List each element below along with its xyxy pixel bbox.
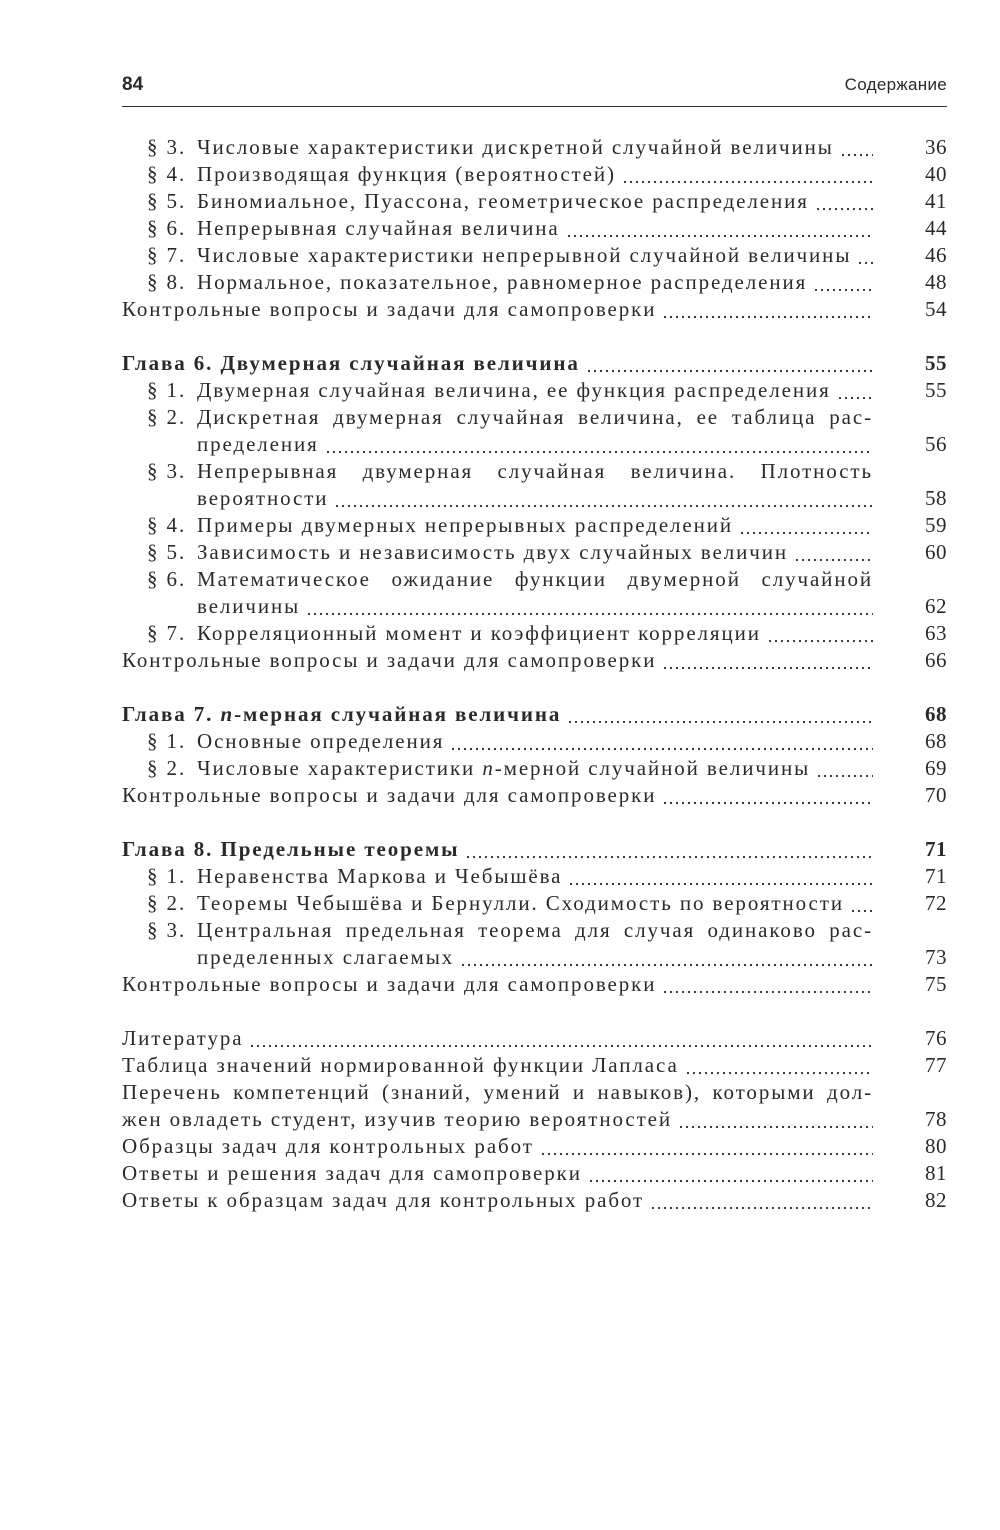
entry-title: [197, 917, 873, 944]
section-number: § 5.: [147, 189, 187, 213]
dot-leader: [794, 539, 873, 566]
entry-title: [197, 593, 873, 620]
title-text: Непрерывная случайная величина: [197, 216, 560, 240]
dot-leader: [450, 728, 873, 755]
dot-leader: [650, 1187, 873, 1214]
toc-line: [122, 1025, 947, 1052]
toc-line: [122, 350, 947, 377]
title-text: Таблица значений нормированной функции Лапласа: [122, 1053, 679, 1077]
page-ref: 68: [925, 729, 947, 753]
dot-leader: [568, 863, 873, 890]
toc-line: [122, 944, 947, 971]
page-ref: 78: [925, 1107, 947, 1131]
page-ref: 73: [925, 945, 947, 969]
entry-title: [197, 134, 873, 161]
section-number: § 7.: [147, 243, 187, 267]
toc-line: [122, 161, 947, 188]
section-number: § 3.: [147, 918, 187, 942]
toc-entry-section[interactable]: [122, 566, 947, 620]
page-ref: 71: [925, 864, 947, 888]
title-text: Контрольные вопросы и задачи для самопроверки: [122, 972, 657, 996]
toc-entry-section[interactable]: [122, 161, 947, 188]
toc-entry-plain[interactable]: [122, 647, 947, 674]
toc-entry-plain[interactable]: [122, 782, 947, 809]
section-number: § 1.: [147, 864, 187, 888]
page-ref: 60: [925, 540, 947, 564]
entry-title: [122, 350, 873, 377]
toc-line: [122, 863, 947, 890]
toc-line: [122, 566, 947, 593]
toc-entry-plain[interactable]: [122, 1187, 947, 1214]
section-number: § 5.: [147, 540, 187, 564]
title-text: Дискретная двумерная случайная величина, ее таблица рас-: [197, 405, 873, 429]
toc-line: [122, 512, 947, 539]
dot-leader: [334, 485, 873, 512]
toc-line: [122, 917, 947, 944]
title-text: пределения: [197, 432, 319, 456]
entry-title: [197, 269, 873, 296]
page-ref: 55: [925, 351, 947, 375]
toc-line: [122, 269, 947, 296]
toc-entry-section[interactable]: [122, 188, 947, 215]
toc-line: [122, 701, 947, 728]
toc-line: [122, 431, 947, 458]
entry-title: [122, 1052, 873, 1079]
title-text: Контрольные вопросы и задачи для самопроверки: [122, 297, 657, 321]
section-number: § 3.: [147, 135, 187, 159]
title-text: Биномиальное, Пуассона, геометрическое распределения: [197, 189, 809, 213]
toc-entry-plain[interactable]: [122, 1052, 947, 1079]
title-text: Числовые характеристики непрерывной случайной величины: [197, 243, 852, 267]
title-text: Основные определения: [197, 729, 445, 753]
section-number: § 4.: [147, 162, 187, 186]
dot-leader: [540, 1133, 873, 1160]
title-text: жен овладеть студент, изучив теорию вероятностей: [122, 1107, 673, 1131]
toc-entry-section[interactable]: [122, 134, 947, 161]
dot-leader: [685, 1052, 873, 1079]
entry-title: [122, 782, 873, 809]
section-number: § 1.: [147, 378, 187, 402]
page-ref: 69: [925, 756, 947, 780]
dot-leader: [813, 269, 873, 296]
entry-title: [122, 836, 873, 863]
page-ref: 55: [925, 378, 947, 402]
section-number: § 3.: [147, 459, 187, 483]
toc-entry-section[interactable]: [122, 863, 947, 890]
title-text: Образцы задач для контрольных работ: [122, 1134, 534, 1158]
entry-title: [197, 404, 873, 431]
title-text: Зависимость и независимость двух случайных величин: [197, 540, 788, 564]
entry-title: [122, 1025, 873, 1052]
toc-entry-section[interactable]: [122, 458, 947, 512]
title-text: Двумерная случайная величина, ее функция распределения: [197, 378, 831, 402]
toc-line: [122, 539, 947, 566]
toc-line: [122, 404, 947, 431]
dot-leader: [249, 1025, 873, 1052]
dot-leader: [816, 755, 873, 782]
entry-title: [197, 377, 873, 404]
toc-entry-section[interactable]: [122, 917, 947, 971]
entry-title: [197, 863, 873, 890]
page-ref: 76: [925, 1026, 947, 1050]
page-ref: 62: [925, 594, 947, 618]
toc-entry-section[interactable]: [122, 620, 947, 647]
title-text: Производящая функция (вероятностей): [197, 162, 616, 186]
entry-title: [122, 1133, 873, 1160]
page-ref: 36: [925, 135, 947, 159]
entry-title: [197, 890, 873, 917]
toc-line: [122, 215, 947, 242]
page-ref: 70: [925, 783, 947, 807]
title-text: Примеры двумерных непрерывных распределений: [197, 513, 734, 537]
dot-leader: [567, 701, 873, 728]
toc-line: [122, 188, 947, 215]
title-text: Контрольные вопросы и задачи для самопроверки: [122, 648, 657, 672]
dot-leader: [739, 512, 873, 539]
toc-line: [122, 458, 947, 485]
toc-entry-plain[interactable]: [122, 296, 947, 323]
dot-leader: [662, 971, 873, 998]
page-ref: 48: [925, 270, 947, 294]
dot-leader: [588, 1160, 873, 1187]
toc-entry-plain[interactable]: [122, 971, 947, 998]
title-text: Числовые характеристики n-мерной случайной величины: [197, 756, 811, 780]
title-text: Корреляционный момент и коэффициент корреляции: [197, 621, 761, 645]
section-number: § 2.: [147, 756, 187, 780]
group-spacer: [122, 809, 947, 836]
entry-title: [197, 431, 873, 458]
entry-title: [197, 620, 873, 647]
entry-title: [122, 1160, 873, 1187]
running-title: Содержание: [844, 75, 947, 94]
dot-leader: [850, 890, 873, 917]
entry-title: [197, 458, 873, 485]
toc-line: [122, 134, 947, 161]
entry-title: [197, 512, 873, 539]
page-ref: 71: [925, 837, 947, 861]
title-text: Глава 6. Двумерная случайная величина: [122, 351, 580, 375]
toc-line: [122, 1052, 947, 1079]
entry-title: [197, 566, 873, 593]
dot-leader: [465, 836, 873, 863]
toc-entry-plain[interactable]: [122, 1079, 947, 1133]
section-number: § 6.: [147, 567, 187, 591]
dot-leader: [678, 1106, 873, 1133]
dot-leader: [662, 296, 873, 323]
dot-leader: [837, 377, 873, 404]
toc-entry-section[interactable]: [122, 377, 947, 404]
entry-title: [197, 485, 873, 512]
toc-entry-section[interactable]: [122, 215, 947, 242]
entry-title: [197, 242, 873, 269]
toc-line: [122, 485, 947, 512]
entry-title: [122, 1079, 873, 1106]
dot-leader: [306, 593, 873, 620]
entry-title: [122, 701, 873, 728]
title-text: Глава 7. n-мерная случайная величина: [122, 702, 562, 726]
entry-title: [122, 1187, 873, 1214]
toc-entry-chapter[interactable]: [122, 701, 947, 728]
page-ref: 66: [925, 648, 947, 672]
toc-line: [122, 1079, 947, 1106]
dot-leader: [767, 620, 873, 647]
toc-line: [122, 1133, 947, 1160]
toc-line: [122, 296, 947, 323]
dot-leader: [566, 215, 873, 242]
entry-title: [122, 647, 873, 674]
dot-leader: [840, 134, 873, 161]
entry-title: [197, 215, 873, 242]
toc-line: [122, 1187, 947, 1214]
toc-entry-section[interactable]: [122, 539, 947, 566]
toc-entry-plain[interactable]: [122, 1160, 947, 1187]
section-number: § 1.: [147, 729, 187, 753]
page-ref: 59: [925, 513, 947, 537]
entry-title: [197, 188, 873, 215]
title-text: Нормальное, показательное, равномерное распределения: [197, 270, 808, 294]
section-number: § 4.: [147, 513, 187, 537]
toc-line: [122, 836, 947, 863]
toc-entry-section[interactable]: [122, 728, 947, 755]
page-ref: 58: [925, 486, 947, 510]
dot-leader: [460, 944, 873, 971]
title-text: Математическое ожидание функции двумерной случайной: [197, 567, 873, 591]
title-text: Числовые характеристики дискретной случайной величины: [197, 135, 834, 159]
dot-leader: [622, 161, 873, 188]
title-text: Литература: [122, 1026, 244, 1050]
page-ref: 54: [925, 297, 947, 321]
italic-variable: n: [482, 756, 495, 780]
toc-line: [122, 728, 947, 755]
entry-title: [122, 296, 873, 323]
entry-title: [197, 755, 873, 782]
toc-entry-plain[interactable]: [122, 1025, 947, 1052]
title-text: Теоремы Чебышёва и Бернулли. Сходимость по вероятности: [197, 891, 844, 915]
toc-entry-section[interactable]: [122, 512, 947, 539]
page-ref: 72: [925, 891, 947, 915]
toc-entry-section[interactable]: [122, 269, 947, 296]
section-number: § 6.: [147, 216, 187, 240]
dot-leader: [662, 647, 873, 674]
toc-line: [122, 890, 947, 917]
title-text: Перечень компетенций (знаний, умений и навыков), которыми дол-: [122, 1080, 873, 1104]
toc-line: [122, 782, 947, 809]
toc-entry-section[interactable]: [122, 404, 947, 458]
page-ref: 77: [925, 1053, 947, 1077]
toc-line: [122, 593, 947, 620]
page-ref: 40: [925, 162, 947, 186]
page-ref: 56: [925, 432, 947, 456]
entry-title: [197, 539, 873, 566]
toc-entry-chapter[interactable]: [122, 350, 947, 377]
dot-leader: [325, 431, 873, 458]
title-text: Ответы и решения задач для самопроверки: [122, 1161, 582, 1185]
title-text: Непрерывная двумерная случайная величина. Плотность: [197, 459, 873, 483]
entry-title: [197, 728, 873, 755]
toc-entry-section[interactable]: [122, 755, 947, 782]
group-spacer: [122, 323, 947, 350]
toc-entry-plain[interactable]: [122, 1133, 947, 1160]
section-number: § 8.: [147, 270, 187, 294]
italic-variable: n: [220, 702, 235, 726]
toc-line: [122, 242, 947, 269]
toc-line: [122, 971, 947, 998]
header-rule: [122, 106, 947, 107]
entry-title: [122, 971, 873, 998]
toc-line: [122, 1106, 947, 1133]
dot-leader: [815, 188, 873, 215]
title-text: Ответы к образцам задач для контрольных работ: [122, 1188, 645, 1212]
title-text: величины: [197, 594, 301, 618]
title-text: Центральная предельная теорема для случая одинаково рас-: [197, 918, 873, 942]
toc-entry-section[interactable]: [122, 242, 947, 269]
table-of-contents: [122, 134, 947, 1214]
toc-line: [122, 755, 947, 782]
toc-entry-section[interactable]: [122, 890, 947, 917]
toc-line: [122, 1160, 947, 1187]
title-text: Неравенства Маркова и Чебышёва: [197, 864, 563, 888]
page-ref: 81: [925, 1161, 947, 1185]
page-ref: 68: [925, 702, 947, 726]
page-number: 84: [122, 74, 144, 95]
dot-leader: [586, 350, 873, 377]
dot-leader: [857, 242, 873, 269]
section-number: § 2.: [147, 405, 187, 429]
page-ref: 75: [925, 972, 947, 996]
title-text: вероятности: [197, 486, 329, 510]
entry-title: [197, 161, 873, 188]
page-ref: 82: [925, 1188, 947, 1212]
page-ref: 41: [925, 189, 947, 213]
page-ref: 80: [925, 1134, 947, 1158]
toc-line: [122, 647, 947, 674]
group-spacer: [122, 998, 947, 1025]
title-text: Глава 8. Предельные теоремы: [122, 837, 460, 861]
section-number: § 2.: [147, 891, 187, 915]
entry-title: [122, 1106, 873, 1133]
group-spacer: [122, 674, 947, 701]
page-ref: 63: [925, 621, 947, 645]
dot-leader: [662, 782, 873, 809]
page-ref: 46: [925, 243, 947, 267]
toc-line: [122, 377, 947, 404]
title-text: пределенных слагаемых: [197, 945, 455, 969]
entry-title: [197, 944, 873, 971]
page-ref: 44: [925, 216, 947, 240]
toc-line: [122, 620, 947, 647]
toc-entry-chapter[interactable]: [122, 836, 947, 863]
section-number: § 7.: [147, 621, 187, 645]
title-text: Контрольные вопросы и задачи для самопроверки: [122, 783, 657, 807]
